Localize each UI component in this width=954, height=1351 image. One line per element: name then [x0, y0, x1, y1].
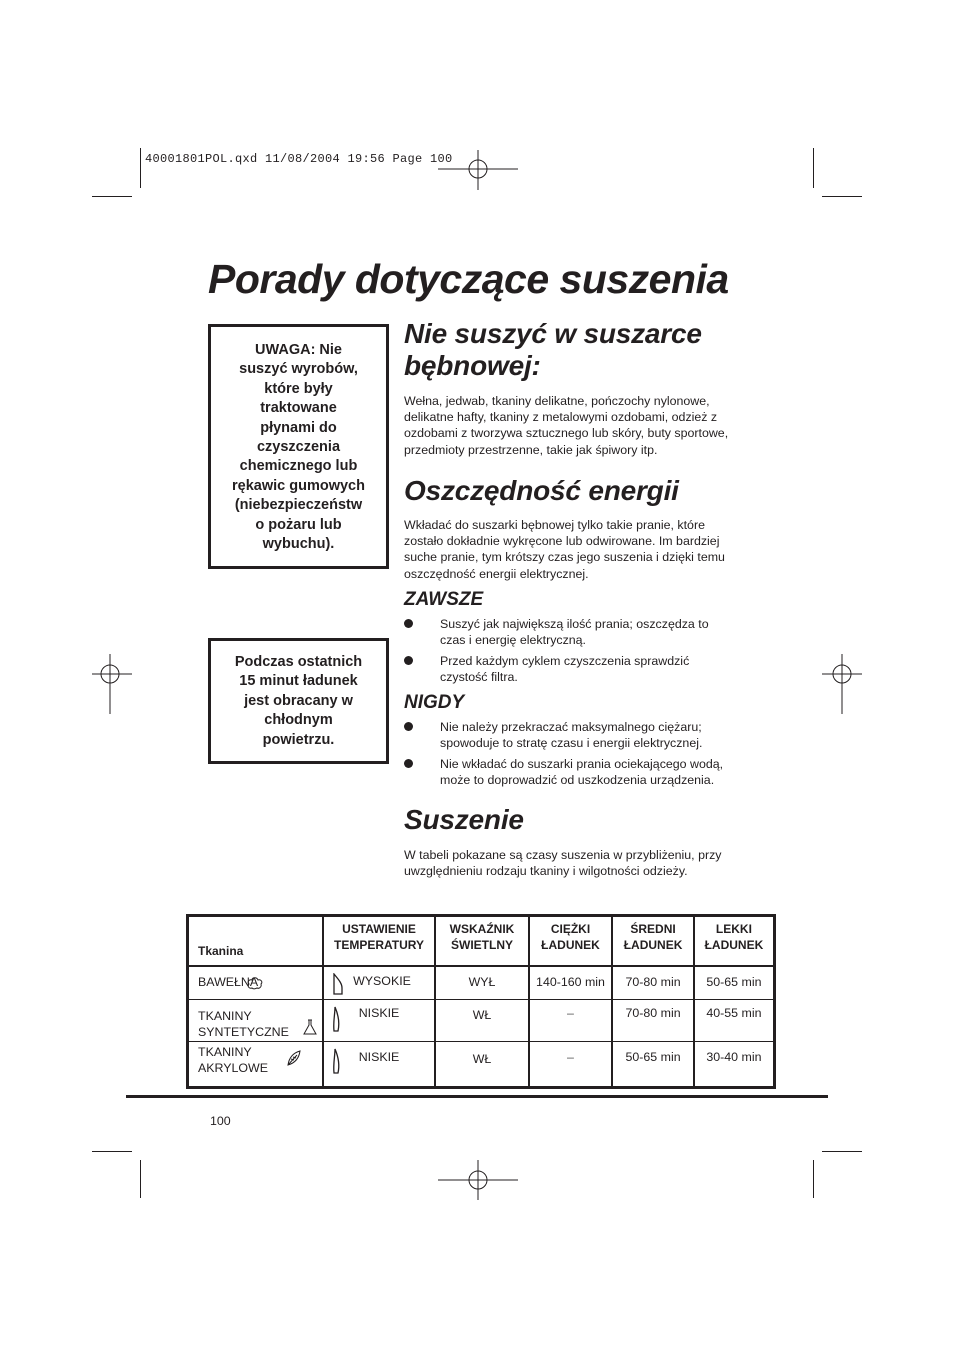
warning-line: chemicznego lub: [239, 458, 358, 475]
crop-mark: [140, 1160, 141, 1198]
crop-mark: [813, 148, 814, 188]
indicator-cell: WYŁ: [435, 966, 528, 999]
info-line: chłodnym: [264, 712, 333, 729]
text-line: może to doprowadzić od uszkodzenia urządzenia.: [440, 773, 715, 788]
light-load-cell: 30-40 min: [694, 1041, 775, 1087]
bullet-icon: [404, 619, 413, 628]
text-line: Wełna, jedwab, tkaniny delikatne, pończochy nylonowe,: [404, 394, 710, 408]
temperature-value: NISKIE: [358, 1049, 400, 1064]
warning-line: rękawic gumowych: [232, 477, 365, 494]
page-title: Porady dotyczące suszenia: [208, 256, 729, 302]
warning-line: które były: [264, 380, 333, 397]
cotton-icon: [247, 976, 263, 990]
never-heading: NIGDY: [404, 692, 465, 713]
text-line: czystość filtra.: [440, 670, 518, 685]
fabric-label: BAWEŁNA: [198, 975, 259, 989]
fabric-label: TKANINY: [198, 1008, 252, 1023]
bullet-icon: [404, 656, 413, 665]
info-box: [208, 638, 389, 764]
table-row: [188, 966, 775, 999]
heading-line: Nie suszyć w suszarce: [404, 318, 702, 349]
header-line: LEKKI: [715, 922, 752, 936]
medium-load-cell: 70-80 min: [612, 966, 694, 999]
warning-line: płynami do: [260, 419, 337, 436]
crop-mark: [822, 196, 862, 197]
text-line: Wkładać do suszarki bębnowej tylko takie pranie, które: [404, 518, 705, 532]
drying-heading: Suszenie: [404, 804, 524, 835]
bullet-icon: [404, 759, 413, 768]
heading-line: bębnowej:: [404, 350, 541, 381]
text-line: Nie należy przekraczać maksymalnego ciężaru;: [440, 720, 702, 734]
text-line: czas i energię elektryczną.: [440, 633, 587, 648]
header-line: TEMPERATURY: [334, 938, 424, 952]
warning-line: UWAGA: Nie: [255, 342, 342, 358]
crop-mark: [822, 1151, 862, 1152]
info-line: 15 minut ładunek: [239, 673, 358, 690]
header-line: ŁADUNEK: [623, 938, 683, 952]
text-line: ozdobami z tworzywa sztucznego lub skóry, buty sportowe,: [404, 426, 729, 441]
fabric-label: AKRYLOWE: [198, 1060, 269, 1075]
fabric-cell: [188, 1041, 323, 1087]
heavy-load-cell: 140-160 min: [529, 966, 613, 999]
header-line: ŚWIETLNY: [451, 938, 514, 952]
bullet-icon: [404, 722, 413, 731]
energy-text: [404, 517, 764, 582]
temperature-cell: [323, 999, 436, 1041]
text-line: uwzględnieniu rodzaju tkaniny i wilgotności odzieży.: [404, 864, 688, 879]
crop-mark: [140, 148, 141, 188]
warning-box: [208, 324, 389, 569]
warning-line: suszyć wyrobów,: [239, 361, 358, 378]
light-load-cell: 50-65 min: [694, 966, 775, 999]
crop-mark: [92, 196, 132, 197]
header-line: WSKAŹNIK: [449, 922, 515, 936]
header-indicator: [435, 916, 528, 967]
always-heading: ZAWSZE: [404, 589, 484, 610]
drying-text: [404, 847, 764, 879]
header-line: CIĘŻKI: [550, 922, 591, 936]
header-heavy-load: [529, 916, 613, 967]
text-line: Nie wkładać do suszarki prania ociekającego wodą,: [440, 757, 724, 771]
warning-line: wybuchu).: [262, 536, 335, 553]
acrylic-leaf-icon: [287, 1050, 301, 1066]
header-line: ŁADUNEK: [704, 938, 764, 952]
drying-time-table: [186, 914, 776, 1089]
header-line: ŚREDNI: [630, 922, 676, 936]
heavy-load-cell: –: [529, 999, 613, 1041]
text-line: Przed każdym cyklem czyszczenia sprawdzić: [440, 654, 690, 668]
fabric-cell: [188, 999, 323, 1041]
warning-line: (niebezpieczeństw: [234, 497, 363, 514]
light-load-cell: 40-55 min: [694, 999, 775, 1041]
medium-load-cell: 70-80 min: [612, 999, 694, 1041]
warning-line: o pożaru lub: [255, 516, 342, 533]
text-line: suche pranie, tym krótszy czas jego suszenia i dzięki temu: [404, 550, 725, 565]
indicator-cell: WŁ: [435, 999, 528, 1041]
info-line: Podczas ostatnich: [234, 654, 363, 670]
energy-heading: Oszczędność energii: [404, 475, 679, 506]
info-line: powietrzu.: [262, 731, 335, 748]
low-heat-icon: [332, 1048, 342, 1074]
synthetic-flask-icon: [303, 1019, 317, 1035]
temperature-cell: [323, 966, 436, 999]
registration-mark-left: [92, 654, 132, 714]
text-line: zostało dokładnie wykręcone lub odwirowane. Im bardziej: [404, 534, 720, 549]
fabric-label: SYNTETYCZNE: [198, 1024, 289, 1039]
fabric-cell: [188, 966, 323, 999]
indicator-cell: WŁ: [435, 1041, 528, 1087]
header-light-load: [694, 916, 775, 967]
low-heat-icon: [332, 1006, 342, 1032]
info-line: jest obracany w: [244, 692, 353, 709]
crop-mark: [813, 1160, 814, 1198]
medium-load-cell: 50-65 min: [612, 1041, 694, 1087]
no-dry-text: [404, 393, 764, 458]
temperature-value: WYSOKIE: [353, 974, 411, 988]
text-line: przedmioty przestrzenne, takie jak śpiwory itp.: [404, 442, 658, 457]
header-temperature: [323, 916, 436, 967]
table-header-row: [188, 916, 775, 967]
text-line: Suszyć jak największą ilość prania; oszczędza to: [440, 617, 709, 631]
text-line: delikatne hafty, tkaniny z metalowymi ozdobami, odzież z: [404, 410, 718, 425]
header-medium-load: [612, 916, 694, 967]
header-fabric: Tkanina: [188, 916, 323, 967]
footer-rule: [126, 1095, 828, 1098]
table-row: [188, 999, 775, 1041]
warning-line: traktowane: [260, 400, 337, 417]
warning-line: czyszczenia: [256, 439, 341, 456]
text-line: W tabeli pokazane są czasy suszenia w przybliżeniu, przy: [404, 848, 722, 862]
temperature-value: NISKIE: [358, 1005, 400, 1020]
registration-mark-bottom: [438, 1160, 518, 1200]
registration-mark-right: [822, 654, 862, 714]
text-line: spowoduje to stratę czasu i energii elektrycznej.: [440, 736, 703, 751]
crop-mark: [92, 1151, 132, 1152]
header-line: ŁADUNEK: [541, 938, 600, 952]
page-number: 100: [210, 1114, 231, 1128]
temperature-cell: [323, 1041, 436, 1087]
fabric-label: TKANINY: [198, 1044, 252, 1059]
heavy-load-cell: –: [529, 1041, 613, 1087]
no-dry-heading: [404, 318, 702, 382]
text-line: oszczędność energii elektrycznej.: [404, 566, 589, 581]
high-heat-icon: [332, 973, 344, 995]
table-row: [188, 1041, 775, 1087]
print-slug: 40001801POL.qxd 11/08/2004 19:56 Page 100: [145, 152, 453, 166]
header-line: USTAWIENIE: [342, 922, 416, 936]
